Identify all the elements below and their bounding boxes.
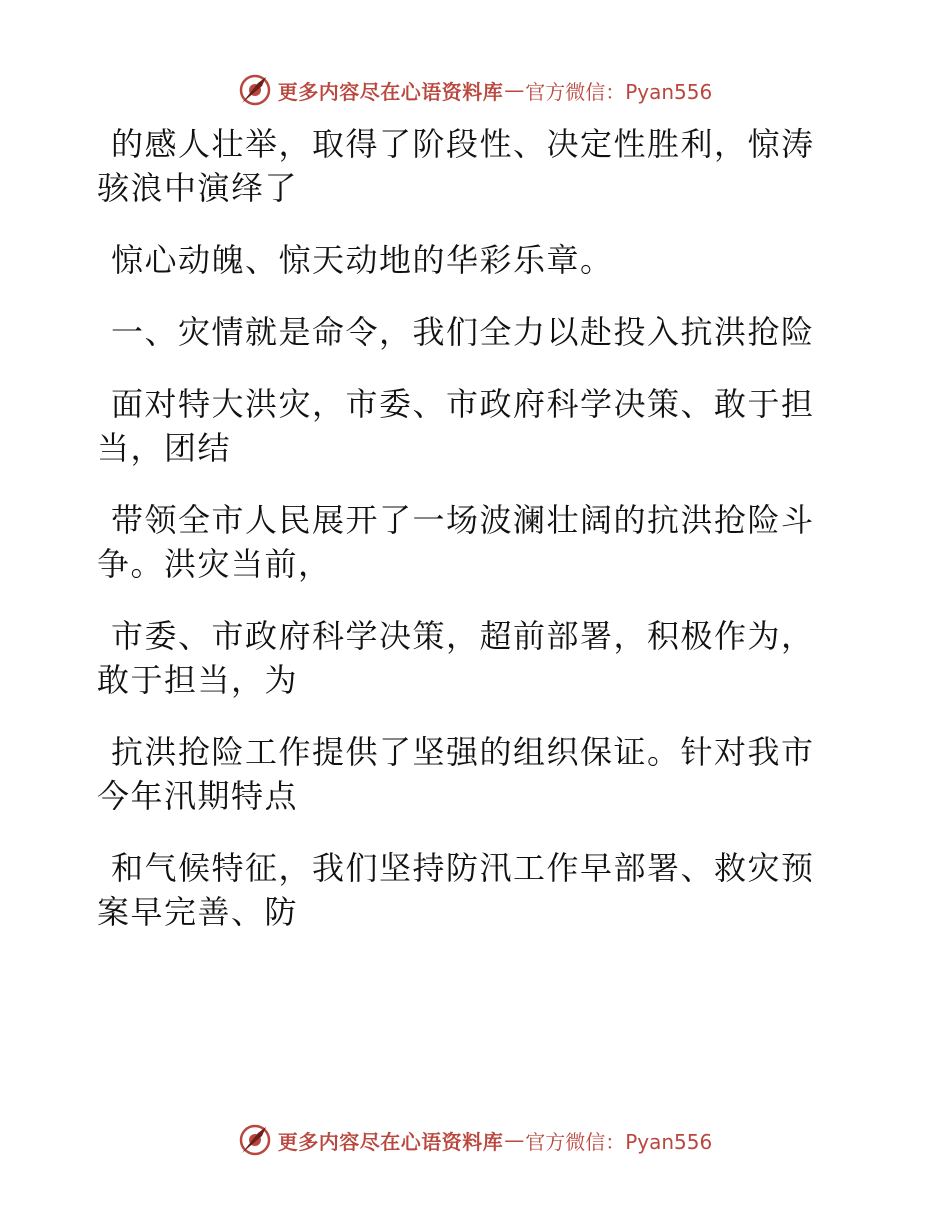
- paragraph: 的感人壮举，取得了阶段性、决定性胜利，惊涛骇浪中演绎了: [97, 125, 815, 207]
- paragraph: 一、灾情就是命令，我们全力以赴投入抗洪抢险: [111, 313, 815, 351]
- banner-dash: —: [504, 1128, 525, 1152]
- paragraph: 抗洪抢险工作提供了坚强的组织保证。针对我市今年汛期特点: [97, 733, 815, 815]
- banner-title: 更多内容尽在心语资料库: [277, 79, 504, 104]
- document-body: [97, 122, 837, 962]
- header-banner: [0, 70, 950, 110]
- paragraph: 和气候特征，我们坚持防汛工作早部署、救灾预案早完善、防: [97, 849, 815, 931]
- banner-title: 更多内容尽在心语资料库: [277, 1129, 504, 1154]
- paragraph: 市委、市政府科学决策，超前部署，积极作为，敢于担当，为: [97, 617, 815, 699]
- banner-wechat: 官方微信：Pyan556: [525, 1129, 713, 1154]
- quill-seal-icon: [238, 1123, 272, 1157]
- banner-dash: —: [504, 78, 525, 102]
- banner-wechat: 官方微信：Pyan556: [525, 79, 713, 104]
- paragraph: 带领全市人民展开了一场波澜壮阔的抗洪抢险斗争。洪灾当前，: [97, 501, 815, 583]
- quill-seal-icon: [238, 73, 272, 107]
- paragraph: 惊心动魄、惊天动地的华彩乐章。: [111, 241, 614, 279]
- paragraph: 面对特大洪灾，市委、市政府科学决策、敢于担当，团结: [97, 385, 815, 467]
- footer-banner: [0, 1120, 950, 1160]
